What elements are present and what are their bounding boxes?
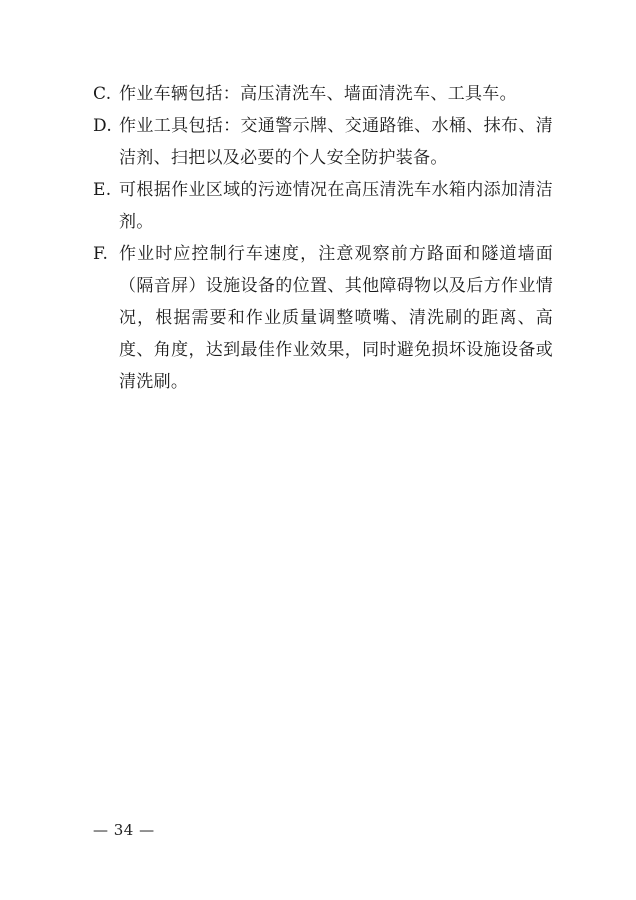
list-item-marker: E. — [93, 180, 112, 200]
list-item-marker: F. — [93, 244, 109, 264]
list-item — [93, 78, 553, 110]
list-item — [93, 238, 553, 398]
procedure-list — [93, 78, 553, 398]
list-item-text: 可根据作业区域的污迹情况在高压清洗车水箱内添加清洁剂。 — [119, 180, 553, 232]
list-item-marker: C. — [93, 84, 112, 104]
list-item-text: 作业车辆包括：高压清洗车、墙面清洗车、工具车。 — [119, 84, 517, 104]
list-item-text: 作业工具包括：交通警示牌、交通路锥、水桶、抹布、清洁剂、扫把以及必要的个人安全防护装备。 — [119, 116, 553, 168]
list-item-text: 作业时应控制行车速度，注意观察前方路面和隧道墙面（隔音屏）设施设备的位置、其他障碍物以及后方作业情况，根据需要和作业质量调整喷嘴、清洗刷的距离、高度、角度，达到最佳作业效果，同时避免损坏设施设备或清洗刷。 — [119, 244, 553, 392]
list-item — [93, 110, 553, 174]
list-item-marker: D. — [93, 116, 113, 136]
page-number: — 34 — — [93, 821, 155, 839]
list-item — [93, 174, 553, 238]
